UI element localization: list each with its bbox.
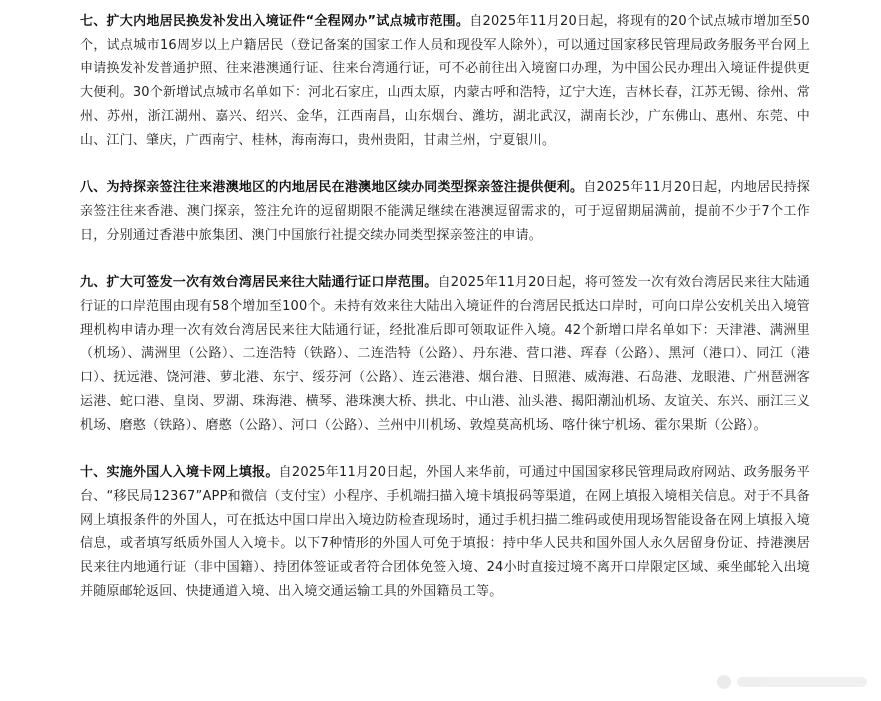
section-8-body: 自2025年11月20日起，内地居民持探亲签注往来香港、澳门探亲，签注允许的逗留期限不能满足继续在港澳逗留需求的，可于逗留期届满前，提前不少于7个工作日，分别通过香港中旅集团、澳门中国旅行社提交续办同类型探亲签注的申请。 <box>80 180 810 243</box>
article-body <box>80 10 810 603</box>
watermark-text-mark <box>737 677 867 687</box>
watermark-icon <box>717 675 731 689</box>
section-9-body: 自2025年11月20日起，将可签发一次有效台湾居民来往大陆通行证的口岸范围由现有58个增加至100个。未持有效来往大陆出入境证件的台湾居民抵达口岸时，可向口岸公安机关出入境管理机构申请办理一次有效台湾居民来往大陆通行证，经批准后即可领取证件入境。42个新增口岸名单如下：天津港、满洲里（机场）、满洲里（公路）、二连浩特（铁路）、二连浩特（公路）、丹东港、营口港、珲春（公路）、黑河（港口）、同江（港口）、抚远港、饶河港、萝北港、东宁、绥芬河（公路）、连云港港、烟台港、日照港、威海港、石岛港、龙眼港、广州琶洲客运港、蛇口港、皇岗、罗湖、珠海港、横琴、港珠澳大桥、拱北、中山港、汕头港、揭阳潮汕机场、友谊关、东兴、丽江三义机场、磨憨（铁路）、磨憨（公路）、河口（公路）、兰州中川机场、敦煌莫高机场、喀什徕宁机场、霍尔果斯（公路）。 <box>80 275 810 433</box>
section-10-paragraph <box>80 461 810 603</box>
section-7-heading: 七、扩大内地居民换发补发出入境证件“全程网办”试点城市范围。 <box>80 14 470 29</box>
section-8-paragraph <box>80 176 810 247</box>
section-10-heading: 十、实施外国人入境卡网上填报。 <box>80 465 279 481</box>
section-10-body: 自2025年11月20日起，外国人来华前，可通过中国国家移民管理局政府网站、政务服务平台、“移民局12367”APP和微信（支付宝）小程序、手机端扫描入境卡填报码等渠道，在网上填报入境相关信息。对于不具备网上填报条件的外国人，可在抵达中国口岸出入境边防检查现场时，通过手机扫描二维码或使用现场智能设备在网上填报入境信息，或者填写纸质外国人入境卡。以下7种情形的外国人可免于填报：持中华人民共和国外国人永久居留身份证、持港澳居民来往内地通行证（非中国籍）、持团体签证或者符合团体免签入境、24小时直接过境不离开口岸限定区域、乘坐邮轮入出境并随原邮轮返回、快捷通道入境、出入境交通运输工具的外国籍员工等。 <box>80 465 810 599</box>
section-9-paragraph <box>80 271 810 437</box>
section-7-body: 自2025年11月20日起，将现有的20个试点城市增加至50个，试点城市16周岁以上户籍居民（登记备案的国家工作人员和现役军人除外），可以通过国家移民管理局政务服务平台网上申请换发补发普通护照、往来港澳通行证、往来台湾通行证，可不必前往出入境窗口办理，为中国公民办理出入境证件提供更大便利。30个新增试点城市名单如下：河北石家庄，山西太原，内蒙古呼和浩特，辽宁大连，吉林长春，江苏无锡、徐州、常州、苏州，浙江湖州、嘉兴、绍兴、金华，江西南昌，山东烟台、潍坊，湖北武汉，湖南长沙，广东佛山、惠州、东莞、中山、江门、肇庆，广西南宁、桂林，海南海口，贵州贵阳，甘肃兰州，宁夏银川。 <box>80 14 810 148</box>
section-7-paragraph <box>80 10 810 152</box>
watermark-logo <box>717 671 867 693</box>
section-8-heading: 八、为持探亲签注往来港澳地区的内地居民在港澳地区续办同类型探亲签注提供便利。 <box>80 180 584 196</box>
section-9-heading: 九、扩大可签发一次有效台湾居民来往大陆通行证口岸范围。 <box>80 275 438 291</box>
